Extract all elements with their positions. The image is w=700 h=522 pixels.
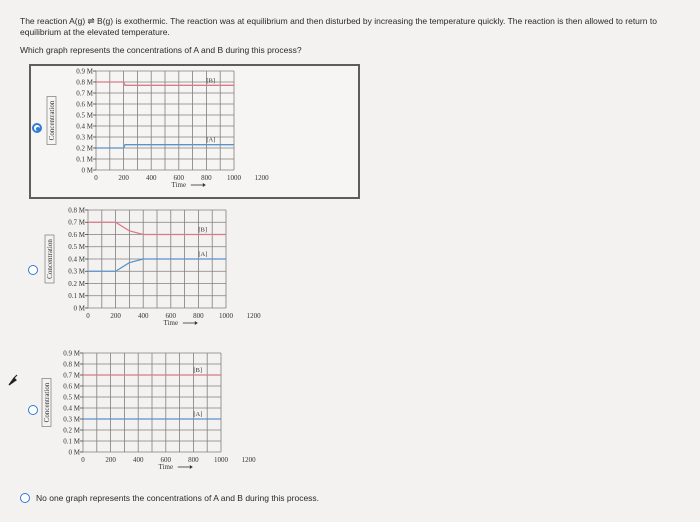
- x-tick-label: 1200: [246, 312, 261, 320]
- option-4-label: No one graph represents the concentrations of A and B during this process.: [36, 493, 320, 503]
- y-axis-label: Concentration: [48, 100, 57, 141]
- y-tick-label: 0.5 M: [68, 243, 85, 252]
- y-tick-label: 0 M: [73, 304, 85, 313]
- x-axis-label: Time: [158, 463, 174, 471]
- x-tick-label: 400: [132, 456, 144, 464]
- y-tick-label: 0.8 M: [76, 78, 93, 87]
- y-tick-label: 0 M: [81, 166, 93, 175]
- x-tick-label: 800: [201, 174, 212, 182]
- y-tick-label: 0.7 M: [68, 218, 85, 227]
- y-tick-label: 0.1 M: [68, 292, 85, 301]
- y-tick-label: 0.9 M: [63, 349, 80, 358]
- y-tick-label: 0.2 M: [68, 279, 85, 288]
- y-tick-label: 0.7 M: [76, 89, 93, 98]
- y-axis-label: Concentration: [43, 382, 52, 423]
- x-tick-label: 600: [173, 174, 185, 182]
- x-tick-label: 1200: [254, 174, 269, 182]
- y-axis-label: Concentration: [46, 239, 55, 279]
- option-4[interactable]: [20, 493, 319, 503]
- series-A-label: [A]: [206, 136, 216, 144]
- y-tick-label: 0.6 M: [63, 382, 80, 391]
- y-tick-label: 0.2 M: [63, 426, 80, 435]
- x-axis-label: Time: [171, 181, 187, 189]
- y-tick-label: 0.1 M: [76, 155, 93, 164]
- x-tick-label: 800: [188, 456, 199, 464]
- x-axis-arrowhead: [203, 183, 206, 187]
- y-tick-label: 0.3 M: [63, 415, 80, 424]
- option-4-radio[interactable]: [20, 493, 30, 503]
- x-tick-label: 600: [160, 456, 172, 464]
- y-tick-label: 0.7 M: [63, 371, 80, 380]
- question-text: The reaction A(g) ⇌ B(g) is exothermic. The reaction was at equilibrium and then disturbed by increasing the temperature quickly. The reaction is then allowed to return to equilibrium at the elevated temperature.: [20, 16, 657, 37]
- series-B-label: [B]: [198, 226, 208, 234]
- x-tick-label: 600: [165, 312, 177, 320]
- x-tick-label: 800: [193, 312, 204, 320]
- series-A-label: [A]: [193, 411, 203, 418]
- y-tick-label: 0.4 M: [76, 122, 93, 131]
- x-tick-label: 400: [145, 174, 157, 182]
- y-tick-label: 0.2 M: [76, 144, 93, 153]
- x-tick-label: 1000: [227, 174, 241, 182]
- x-axis-arrowhead: [195, 321, 198, 325]
- y-tick-label: 0.1 M: [63, 437, 80, 446]
- graph-option-1[interactable]: [40, 66, 290, 192]
- y-tick-label: 0.6 M: [76, 100, 93, 109]
- x-tick-label: 0: [86, 312, 90, 320]
- x-tick-label: 0: [94, 174, 98, 182]
- x-tick-label: 200: [105, 456, 116, 464]
- x-tick-label: 0: [81, 456, 85, 464]
- option-2-radio[interactable]: [28, 265, 38, 275]
- y-tick-label: 0.6 M: [68, 230, 85, 239]
- x-axis-arrowhead: [190, 465, 193, 469]
- y-tick-label: 0.5 M: [76, 111, 93, 120]
- y-tick-label: 0.3 M: [76, 133, 93, 142]
- series-B-label: [B]: [206, 77, 216, 85]
- y-tick-label: 0.5 M: [63, 393, 80, 402]
- y-tick-label: 0.8 M: [63, 360, 80, 369]
- series-A-label: [A]: [198, 251, 208, 258]
- y-tick-label: 0 M: [68, 448, 80, 457]
- y-tick-label: 0.4 M: [68, 255, 85, 264]
- graph-option-3[interactable]: [35, 346, 285, 476]
- y-tick-label: 0.4 M: [63, 404, 80, 413]
- x-tick-label: 400: [137, 312, 149, 320]
- y-tick-label: 0.3 M: [68, 267, 85, 276]
- x-tick-label: 1000: [214, 456, 228, 464]
- series-B-label: [B]: [193, 367, 203, 374]
- x-tick-label: 1000: [219, 312, 233, 320]
- x-tick-label: 1200: [241, 456, 256, 464]
- pointer-arrow-icon: [8, 374, 18, 386]
- y-tick-label: 0.8 M: [68, 206, 85, 215]
- question-prompt: Which graph represents the concentrations of A and B during this process?: [20, 45, 302, 55]
- x-axis-label: Time: [163, 319, 179, 327]
- x-tick-label: 200: [118, 174, 129, 182]
- x-tick-label: 200: [110, 312, 121, 320]
- y-tick-label: 0.9 M: [76, 67, 93, 76]
- graph-option-2[interactable]: [38, 205, 288, 332]
